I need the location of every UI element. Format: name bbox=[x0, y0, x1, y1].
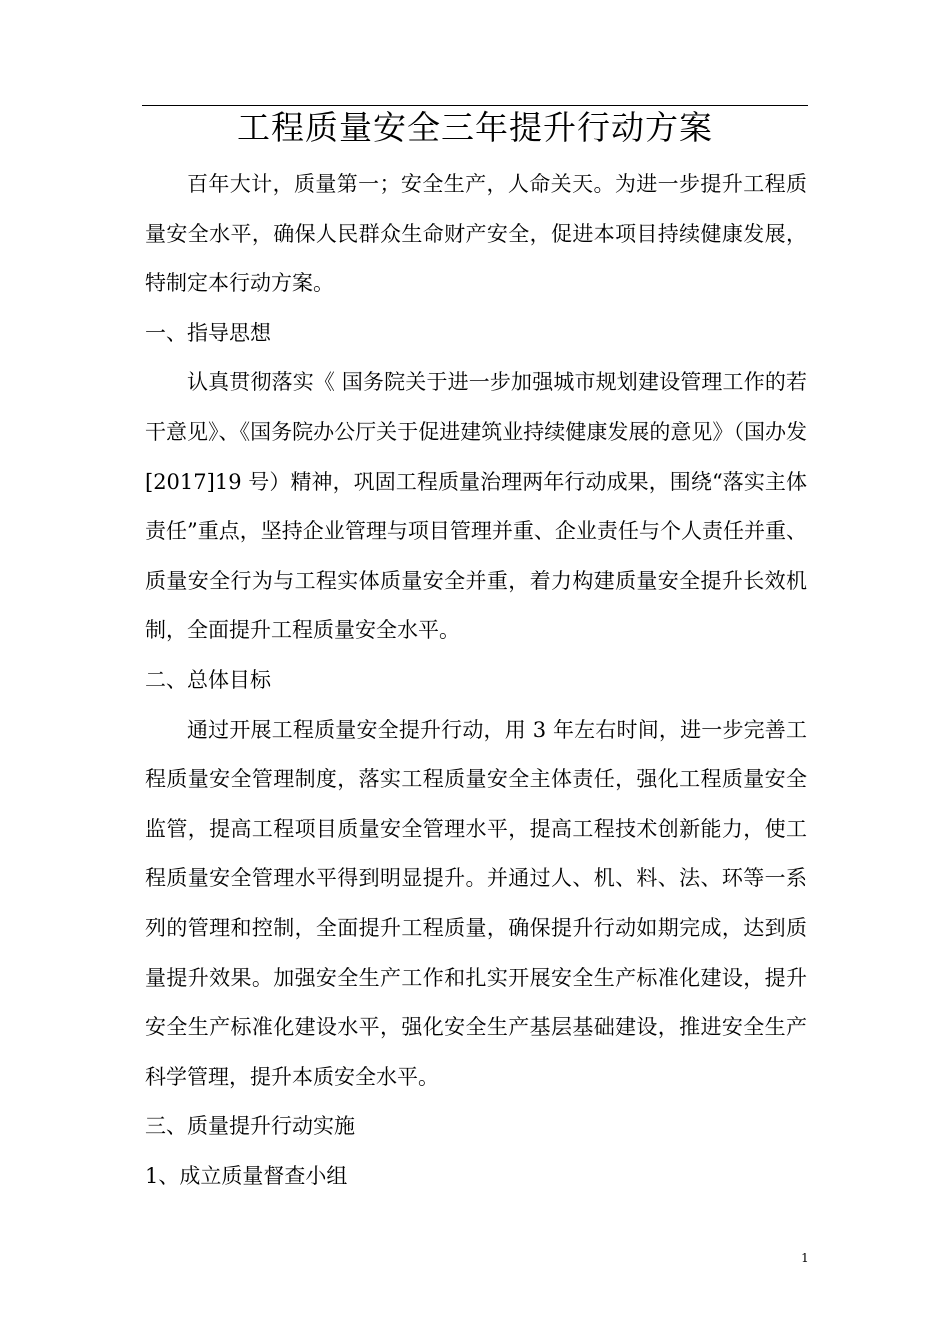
page-number: 1 bbox=[801, 1251, 809, 1265]
document-title: 工程质量安全三年提升行动方案 bbox=[237, 108, 713, 147]
section-heading-implementation: 三、质量提升行动实施 bbox=[145, 1114, 355, 1139]
subsection-heading-inspection-team: 1、成立质量督查小组 bbox=[145, 1163, 348, 1188]
document-body bbox=[145, 160, 807, 1201]
guiding-thought-paragraph: 认真贯彻落实《 国务院关于进一步加强城市规划建设管理工作的若干意见》、《国务院办公厅关于促进建筑业持续健康发展的意见》（国办发[2017]19 号）精神，巩固工程质量治理两年行动成果，围绕“落实主体责任”重点，坚持企业管理与项目管理并重、企业责任与个人责任并重、质量安全行为与工程实体质量安全并重，着力构建质量安全提升长效机制，全面提升工程质量安全水平。 bbox=[145, 370, 807, 643]
overall-goal-paragraph: 通过开展工程质量安全提升行动，用 3 年左右时间，进一步完善工程质量安全管理制度，落实工程质量安全主体责任，强化工程质量安全监管，提高工程项目质量安全管理水平，提高工程技术创新能力，使工程质量安全管理水平得到明显提升。并通过人、机、料、法、环等一系列的管理和控制，全面提升工程质量，确保提升行动如期完成，达到质量提升效果。加强安全生产工作和扎实开展安全生产标准化建设，提升安全生产标准化建设水平，强化安全生产基层基础建设，推进安全生产科学管理，提升本质安全水平。 bbox=[145, 717, 807, 1089]
section-heading-guiding-thought: 一、指导思想 bbox=[145, 320, 271, 345]
section-heading-overall-goal: 二、总体目标 bbox=[145, 667, 271, 692]
intro-paragraph: 百年大计，质量第一；安全生产，人命关天。为进一步提升工程质量安全水平，确保人民群众生命财产安全，促进本项目持续健康发展，特制定本行动方案。 bbox=[145, 172, 807, 296]
